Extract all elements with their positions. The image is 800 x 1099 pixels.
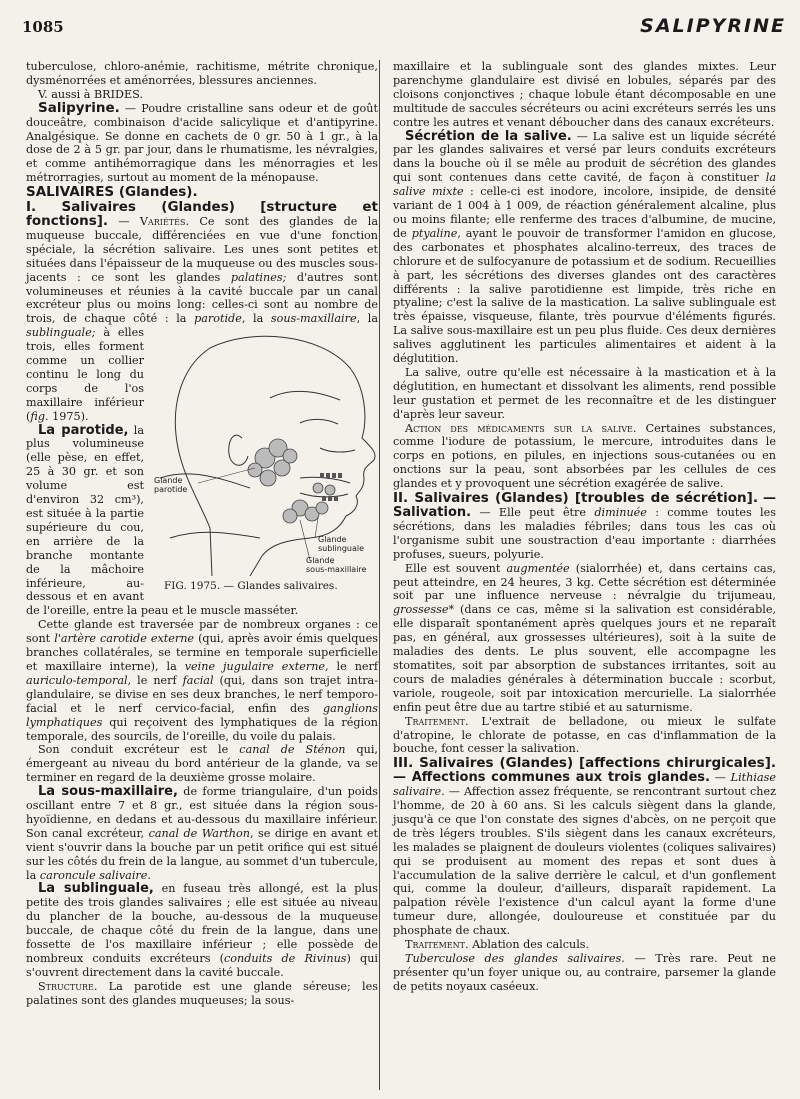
paragraph-sublinguale: La sublinguale, en fuseau très allongé, est la plus petite des trois glandes salivaires ; elle est située au niveau du plancher de la bouche, au-dessous de la muqueuse buccale, de chaque côté du frein de la langue, dans une fossette de l'os maxillaire inférieur ; elle possède de nombreux conduits excréteurs (conduits de Rivinus) qui s'ouvrent directement dans la cavité buccale. — [26, 881, 378, 979]
label-sublinguale: Glande sublinguale — [318, 535, 365, 554]
paragraph-augmentee: Elle est souvent augmentée (sialorrhée) et, dans certains cas, peut atteindre, en 24 heures, 3 kg. Cette sécrétion est déterminée soit par une influence nerveuse : névralgie du trijumeau, grossesse* (dans ce cas, même si la salivation est considérable, elle disparaît spontanément après quelques jours et ne reparaît pas, en général, aux grossesses ultérieures), soit à la suite de maladies des dents. Le plus souvent, elle accompagne les stomatites, soit par absorption de substances irritantes, soit au cours de maladies générales à détermination buccale : scorbut, variole, rougeole, soit par intoxication mercurielle. La sialorrhée enfin peut être due au tartre stibié et au saturnisme. — [393, 561, 776, 714]
paragraph: tuberculose, chloro-anémie, rachitisme, métrite chronique, dysménorrées et aménorrées, blessures anciennes. — [26, 60, 378, 87]
section-secretion: Sécrétion de la salive. — La salive est un liquide sécrété par les glandes salivaires et versé par leurs conduits excréteurs dans la bouche où il se mêle au produit de sécrétion des glandes qui sont contenues dans cette cavité, de façon à constituer la salive mixte : celle-ci est inodore, incolore, insipide, de densité variant de 1 004 à 1 009, de réaction généralement alcaline, plus ou moins filante; elle renferme des traces d'albumine, de mucine, de ptyaline, ayant le pouvoir de transformer l'amidon en glucose, des carbonates et phosphates alcalino-terreux, des traces de chlorure et de sulfocyanure de potassium et de sodium. Recueillies à part, les sécrétions des diverses glandes ont des caractères différents : la salive parotidienne est limpide, très riche en ptyaline; c'est la salive de la mastication. La salive sublinguale est très épaisse, visqueuse, filante, très pourvue d'éléments figurés. La salive sous-maxillaire est un peu plus fluide. Ces deux dernières salives agglutinent les particules alimentaires et aident à la déglutition. — [393, 128, 777, 366]
paragraph-sous-maxillaire: La sous-maxillaire, de forme triangulaire, d'un poids oscillant entre 7 et 8 gr., est située dans la région sous-hyoïdienne, en dedans et au-dessous du maxillaire inférieur. Son canal excréteur, canal de Warthon, se dirige en avant et vient s'ouvrir dans la bouche par un petit orifice qui est situé sur les côtés du frein de la langue, au sommet d'un tubercule, la caroncule salivaire. — [26, 784, 379, 882]
see-also: V. aussi à BRIDES. — [38, 87, 143, 101]
figure-caption: FIG. 1975. — Glandes salivaires. — [164, 580, 338, 593]
right-column — [393, 60, 776, 994]
entry-salivaires-title: SALIVAIRES (Glandes). — [26, 184, 198, 201]
label-sous-maxillaire: Glande sous-maxillaire — [306, 556, 367, 575]
paragraph-parotide: La parotide, la plus volumineuse (elle pèse, en effet, 25 à 30 gr. et son volume est d'environ 32 cm³), est située à la partie supérieure du cou, en arrière de la branche montante de la mâchoire inférieure, au-dessous et en avant de l'oreille, entre la peau et le muscle masséter. — [26, 422, 299, 618]
page-number: 1085 — [22, 18, 64, 36]
running-head: SALIPYRINE — [640, 15, 786, 37]
paragraph-tuberculose: Tuberculose des glandes salivaires. — Très rare. Peut ne présenter qu'un foyer unique ou, au contraire, parsemer la glande de petits noyaux caséeux. — [393, 952, 776, 993]
section-troubles: II. Salivaires (Glandes) [troubles de sécrétion]. — Salivation. — Elle peut être diminuée : comme toutes les sécrétions, dans les maladies fébriles; dans tous les cas où l'organisme subit une soustraction d'eau importante : diarrhées profuses, sueurs, polyurie. — [393, 490, 776, 561]
section-structure: I. Salivaires (Glandes) [structure et fonctions]. — Variétés. Ce sont des glandes de la muqueuse buccale, différenciées en vue d'une fonction spéciale, la sécrétion salivaire. Les unes sont petites et situées dans l'épaisseur de la muqueuse ou des muscles sous-jacents : ce sont les glandes palatines; d'autres sont volumineuses et réunies à la cavité buccale par un canal excréteur plus ou moins long: celles-ci sont au nombre de trois, de chaque côté : la Glande parotide Glande sublinguale Glande sous-maxillaire FIG. 1975. — Glandes salivaires. parotide, la sous-maxillaire, la sublinguale; à elles trois, elles forment comme un collier continu le long du corps de l'os maxillaire inférieur (fig. 1975). — [26, 201, 378, 424]
left-column — [26, 60, 378, 1008]
entry-salipyrine: Salipyrine. — Poudre cristalline sans odeur et de goût douceâtre, combinaison d'acide salicylique et d'antipyrine. Analgésique. Se donne en cachets de 0 gr. 50 à 1 gr., à la dose de 2 à 5 gr. par jour, dans le rhumatisme, les névralgies, et comme antihémorragique dans les ménorragies et les métrorragies, surtout au moment de la ménopause. — [26, 99, 378, 185]
paragraph-stenon: Son conduit excréteur est le canal de Sténon qui, émergeant au niveau du bord antérieur de la glande, va se terminer en regard de la deuxième grosse molaire. — [26, 743, 378, 785]
paragraph-traverse: Cette glande est traversée par de nombreux organes : ce sont l'artère carotide externe (qui, après avoir émis quelques branches collatérales, se termine en temporale superficielle et maxillaire interne), la veine jugulaire externe, le nerf auriculo-temporal, le nerf facial (qui, dans son trajet intra-glandulaire, se divise en ses deux branches, le nerf temporo-facial et le nerf cervico-facial, enfin des ganglions lymphatiques qui reçoivent des lymphatiques de la région temporale, des sourcils, de l'oreille, du voile du palais. — [26, 618, 379, 743]
paragraph-traitement-1: Traitement. L'extrait de belladone, ou mieux le sulfate d'atropine, le chlorate de potasse, en cas d'inflammation de la bouche, font cesser la salivation. — [393, 714, 776, 756]
paragraph-action: Action des médicaments sur la salive. Certaines substances, comme l'iodure de potassium, le mercure, introduites dans le corps en potions, en pilules, en injections sous-cutanées ou en onctions sur la peau, sont absorbées par les cellules de ces glandes et y provoquent une sécrétion exagérée de salive. — [393, 421, 776, 491]
label-parotide: Glande parotide — [154, 476, 188, 495]
paragraph-traitement-2: Traitement. Ablation des calculs. — [405, 938, 590, 952]
paragraph-role: La salive, outre qu'elle est nécessaire à la mastication et à la déglutition, en humectant et dissolvant les aliments, rend possible leur gustation et permet de les reconnaître et de les distinguer d'après leur saveur. — [393, 365, 776, 421]
paragraph: maxillaire et la sublinguale sont des glandes mixtes. Leur parenchyme glandulaire est divisé en lobules, séparés par des cloisons conjonctives ; chaque lobule étant décomposable en une multitude de saccules sécréteurs ou acini excréteurs serrés les uns contre les autres et venant déboucher dans des canaux excréteurs. — [393, 60, 776, 129]
figure-salivary-glands — [150, 328, 382, 598]
paragraph-structure: Structure. La parotide est une glande séreuse; les palatines sont des glandes muqueuses; la sous- — [26, 979, 378, 1007]
section-chirurgicales: III. Salivaires (Glandes) [affections chirurgicales]. — Affections communes aux trois glandes. — Lithiase salivaire. — Affection assez fréquente, se rencontrant surtout chez l'homme, de 20 à 60 ans. Si les calculs siègent dans la glande, jusqu'à ce que l'on constate des signes d'abcès, on ne perçoit que de très légers troubles. S'ils siègent dans les canaux excréteurs, les malades se plaignent de douleurs violentes (coliques salivaires) qui se produisent au moment des repas et sont dues à l'accumulation de la salive derrière le calcul, et d'un gonflement qui, comme la douleur, d'ailleurs, disparaît rapidement. La palpation révèle l'existence d'un calcul ayant la forme d'une tumeur dure, allongée, douloureuse et constituée par du phosphate de chaux. — [393, 755, 776, 938]
page-header — [22, 14, 786, 48]
